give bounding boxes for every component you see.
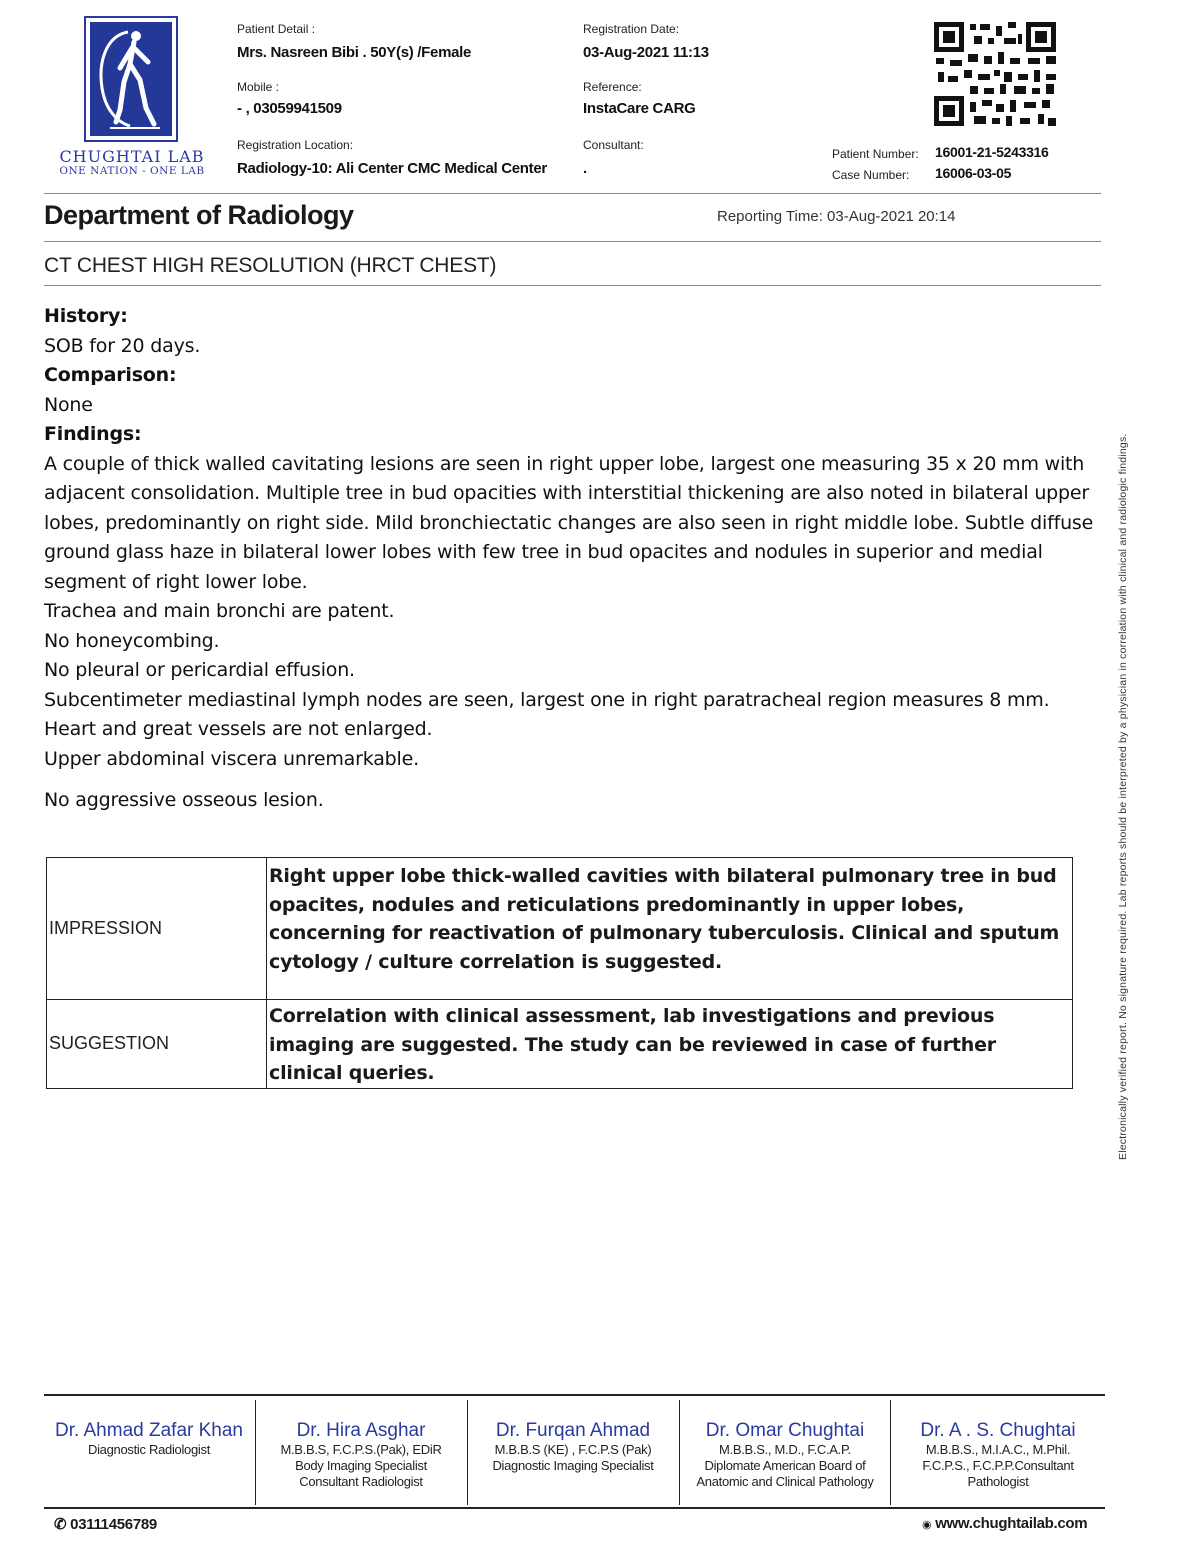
footer-top-rule <box>44 1394 1105 1396</box>
doctor-card <box>680 1420 890 1490</box>
table-row <box>47 858 1073 1000</box>
website-url: www.chughtailab.com <box>935 1515 1088 1532</box>
doctor-card <box>468 1420 678 1474</box>
suggestion-text: Correlation with clinical assessment, lab investigations and previous imaging are suggested. The study can be reviewed in case of further clinical queries. <box>267 1000 1073 1089</box>
doctor-name: Dr. Hira Asghar <box>296 1420 426 1441</box>
footer-bottom-rule <box>44 1507 1105 1509</box>
doctor-name: Dr. Furqan Ahmad <box>495 1420 651 1441</box>
study-title: CT CHEST HIGH RESOLUTION (HRCT CHEST) <box>44 254 497 277</box>
finding-item: No pleural or pericardial effusion. <box>44 659 355 681</box>
finding-item: Subcentimeter mediastinal lymph nodes are seen, largest one in right paratracheal region measures 8 mm. <box>44 688 1050 711</box>
doctor-name: Dr. Ahmad Zafar Khan <box>55 1420 243 1441</box>
finding-item: No honeycombing. <box>44 629 220 652</box>
patient-number-label: Patient Number: <box>832 147 919 161</box>
verification-note: Electronically verified report. No signature required. Lab reports should be interpreted by a physician in correlation with clinical and radiologic findings. <box>1117 433 1129 1160</box>
reg-date-label: Registration Date: <box>583 22 680 36</box>
footer-website[interactable] <box>922 1515 1087 1532</box>
consultant-label: Consultant: <box>583 138 644 152</box>
doctor-qualification: M.B.B.S., M.D., F.C.A.P. <box>719 1442 851 1457</box>
lab-logo <box>84 16 178 142</box>
patient-detail-label: Patient Detail : <box>237 22 316 36</box>
globe-icon: ◉ <box>922 1519 932 1531</box>
doctor-qualification: Pathologist <box>967 1474 1029 1489</box>
case-number-value: 16006-03-05 <box>935 165 1012 181</box>
consultant-value: . <box>583 160 587 177</box>
reporting-time: Reporting Time: 03-Aug-2021 20:14 <box>717 208 956 225</box>
doctor-qualification: Diplomate American Board of <box>704 1458 866 1473</box>
reg-location-value: Radiology-10: Ali Center CMC Medical Center <box>237 160 547 177</box>
phone-number: 03111456789 <box>70 1516 157 1533</box>
osseous-finding: No aggressive osseous lesion. <box>44 789 324 811</box>
doctor-qualification: Diagnostic Radiologist <box>87 1442 211 1457</box>
finding-item: A couple of thick walled cavitating lesions are seen in right upper lobe, largest one measuring 35 x 20 mm with adjacent consolidation. Multiple tree in bud opacities with interstitial thickening are also noted in bilateral upper lobes, predominantly on right side. Mild bronchiectatic changes are also seen in right middle lobe. Subtle diffuse ground glass haze in bilateral lower lobes with few tree in bud opacites and nodules in superior and medial segment of right lower lobe. <box>44 452 1094 593</box>
report-body <box>44 302 1094 816</box>
finding-item: Trachea and main bronchi are patent. <box>44 600 395 622</box>
qr-code-icon <box>934 22 1056 126</box>
patient-detail-value: Mrs. Nasreen Bibi . 50Y(s) /Female <box>237 44 472 61</box>
doctor-qualification: Body Imaging Specialist <box>295 1458 427 1473</box>
study-divider <box>44 285 1101 286</box>
history-heading: History: <box>44 305 128 327</box>
finding-item: Upper abdominal viscera unremarkable. <box>44 747 419 770</box>
department-divider <box>44 241 1101 242</box>
reg-location-label: Registration Location: <box>237 138 354 152</box>
reference-value: InstaCare CARG <box>583 100 696 117</box>
doctor-qualification: Anatomic and Clinical Pathology <box>696 1474 874 1489</box>
logo-name: CHUGHTAI LAB <box>59 147 205 166</box>
findings-heading: Findings: <box>44 423 142 445</box>
comparison-heading: Comparison: <box>44 364 177 386</box>
finding-item: Heart and great vessels are not enlarged. <box>44 718 433 740</box>
history-text: SOB for 20 days. <box>44 334 201 357</box>
reg-date-value: 03-Aug-2021 11:13 <box>583 44 709 61</box>
impression-text: Right upper lobe thick-walled cavities with bilateral pulmonary tree in bud opacites, nodules and reticulations predominantly in upper lobes, concerning for reactivation of pulmonary tuberculosis. Clinical and sputum cytology / culture correlation is suggested. <box>267 858 1073 1000</box>
patient-number-value: 16001-21-5243316 <box>935 144 1049 160</box>
impression-label: IMPRESSION <box>47 858 267 1000</box>
logo-tagline: ONE NATION - ONE LAB <box>59 165 205 177</box>
doctor-name: Dr. A . S. Chughtai <box>920 1420 1076 1441</box>
summary-table <box>46 857 1073 1089</box>
doctor-qualification: Consultant Radiologist <box>299 1474 423 1489</box>
doctor-card <box>44 1420 254 1458</box>
department-title: Department of Radiology <box>44 200 354 230</box>
doctor-name: Dr. Omar Chughtai <box>705 1420 865 1441</box>
reference-label: Reference: <box>583 80 642 94</box>
doctor-card <box>891 1420 1105 1490</box>
case-number-label: Case Number: <box>832 168 910 182</box>
doctor-qualification: M.B.B.S (KE) , F.C.P.S (Pak) <box>494 1442 652 1457</box>
doctor-qualification: M.B.B.S., M.I.A.C., M.Phil. <box>925 1442 1071 1457</box>
mobile-label: Mobile : <box>237 80 280 94</box>
comparison-text: None <box>44 393 93 416</box>
mobile-value: - , 03059941509 <box>237 100 342 117</box>
doctor-qualification: F.C.P.S., F.C.P.P.Consultant <box>922 1458 1074 1473</box>
doctor-card <box>256 1420 466 1490</box>
doctor-qualification: Diagnostic Imaging Specialist <box>492 1458 654 1473</box>
table-row <box>47 1000 1073 1089</box>
logo-walking-man-icon <box>90 22 172 136</box>
phone-icon: ✆ <box>54 1516 67 1533</box>
header-divider <box>44 193 1101 194</box>
footer-phone[interactable] <box>54 1515 157 1533</box>
doctor-qualification: M.B.B.S, F.C.P.S.(Pak), EDiR <box>280 1442 442 1457</box>
suggestion-label: SUGGESTION <box>47 1000 267 1089</box>
